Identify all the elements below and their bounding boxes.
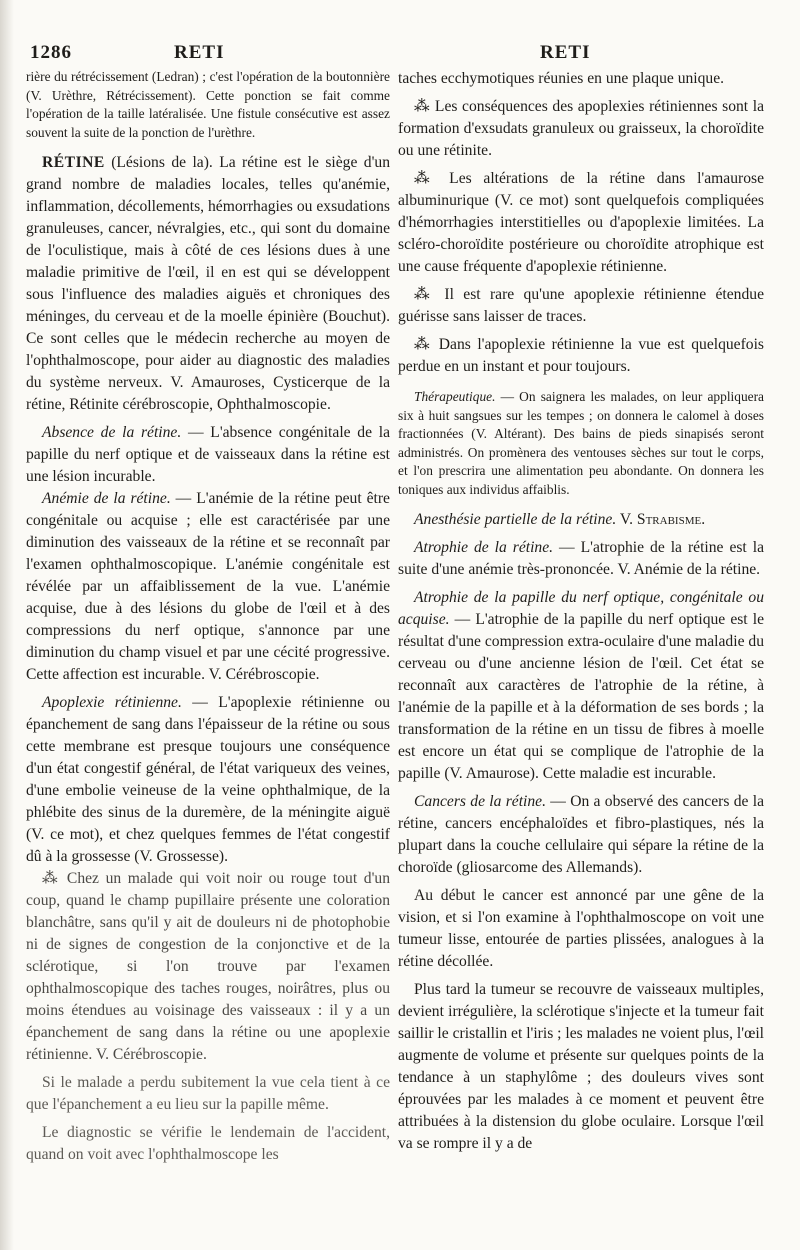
paragraph-papille: Si le malade a perdu subitement la vue cela tient à ce que l'épanchement a eu lieu sur la papille même. [26,1074,390,1113]
paragraph-consequences: ⁂ Les conséquences des apoplexies rétiniennes sont la formation d'exsudats granuleux ou graisseux, la choroïdite ou une rétinite. [398,98,764,159]
paragraph-cancers: Cancers de la rétine. — On a observé des cancers de la rétine, cancers encéphaloïdes et fibro-plastiques, nés la plupart dans la couche cellulaire qui sépare la rétine de la choroïde (gliosarcome des Allemands). [398,793,764,876]
paragraph-atrophie-papille: Atrophie de la papille du nerf optique, congénitale ou acquise. — L'atrophie de la papille du nerf optique est le résultat d'une compression extra-oculaire d'une maladie du cerveau ou d'une ancienne lésion de l'œil. Cet état se reconnaît aux caractères de l'atrophie de la rétine, à l'anémie de la papille et à la déformation de ses bords ; la transformation de la rétine en un tissu de fibres à moelle est encore un état qui se complique de l'atrophie de la papille (V. Amaurose). Cette maladie est incurable. [398,589,764,782]
paragraph-retine-intro: RÉTINE (Lésions de la). La rétine est le siège d'un grand nombre de maladies locales, telles qu'anémie, inflammation, décollements, hémorrhagies ou exsudations granuleuses, cancer, névralgies, etc., qui sont du domaine de l'oculistique, mais à côté de ces lésions dues à une maladie primitive de l'œil, il en est qui se développent sous l'influence des maladies aiguës et chroniques des méninges, du cerveau et de la moelle épinière (Bouchut). Ce sont celles que le médecin recherche au moyen de l'ophthalmoscope, pour aider au diagnostic des maladies du système nerveux. V. Amauroses, Cysticerque de la rétine, Rétinite cérébroscopie, Ophthalmoscopie. [26,154,390,413]
paragraph-alterations: ⁂ Les altérations de la rétine dans l'amaurose albuminurique (V. ce mot) sont quelquefois compliquées d'hémorrhagies interstitielles ou d'apoplexie limitées. La scléro-choroïdite postérieure ou choroïdite atrophique est une cause fréquente d'apoplexie rétinienne. [398,170,764,275]
paragraph-debut-cancer: Au début le cancer est annoncé par une gêne de la vision, et si l'on examine à l'ophthalmoscope on voit une tumeur lisse, entourée de parties plissées, analogues à la rétine décollée. [398,887,764,970]
paragraph-therapeutique: Thérapeutique. — On saignera les malades, on leur appliquera six à huit sangsues sur les tempes ; on donnera le calomel à doses fractionnées (V. Altérant). Des bains de pieds sinapisés seront administrés. On promènera des ventouses sèches sur tout le corps, et l'on prescrira une alimentation peu abondante. On donnera les toniques aux individus affaiblis. [398,389,764,497]
subheading-apoplexie: Apoplexie rétinienne. [42,694,182,711]
subheading-therapeutique: Thérapeutique. [414,389,496,404]
subheading-absence: Absence de la rétine. [42,424,182,441]
paragraph-retrecissement-end: rière du rétrécissement (Ledran) ; c'est l'opération de la boutonnière (V. Urèthre, Rétrécissement). Cette ponction se fait comme l'opération de la taille latéralisée. Une fistule consécutive est assez souvent la suite de la ponction de l'urèthre. [26,69,390,140]
right-column [398,68,764,1155]
paragraph-plus-tard: Plus tard la tumeur se recouvre de vaisseaux multiples, devient irrégulière, la sclérotique s'injecte et la tumeur fait saillir le cristallin et l'iris ; les malades ne voient plus, l'œil augmente de volume et présente sur quelques points de la tendance à un staphylôme ; des douleurs vives sont éprouvées par les malades à ce moment et peuvent être attribuées à la distension du globe oculaire. Lorsque l'œil va se rompre il y a de [398,981,764,1152]
page-edge-shadow [0,0,14,1250]
running-head-left: RETI [174,42,225,63]
page-number: 1286 [30,42,72,63]
subheading-cancers: Cancers de la rétine. [414,793,546,810]
paragraph-vue-perdue: ⁂ Dans l'apoplexie rétinienne la vue est quelquefois perdue en un instant et pour toujours. [398,336,764,375]
paragraph-rare: ⁂ Il est rare qu'une apoplexie rétinienne étendue guérisse sans laisser de traces. [398,286,764,325]
subheading-atrophie-retine: Atrophie de la rétine. [414,539,554,556]
subheading-anemie: Anémie de la rétine. [42,490,171,507]
subheading-anesthesie: Anesthésie partielle de la rétine. [414,511,617,528]
paragraph-diagnostic: Le diagnostic se vérifie le lendemain de l'accident, quand on voit avec l'ophthalmoscope les [26,1124,390,1163]
paragraph-atrophie-retine: Atrophie de la rétine. — L'atrophie de la rétine est la suite d'une anémie très-prononcée. V. Anémie de la rétine. [398,539,764,578]
paragraph-absence: Absence de la rétine. — L'absence congénitale de la papille du nerf optique et de vaisseaux dans la rétine est une lésion incurable. [26,424,390,485]
paragraph-apoplexie-signs: ⁂ Chez un malade qui voit noir ou rouge tout d'un coup, quand le champ pupillaire présente une coloration blanchâtre, sans qu'il y ait de douleurs ni de photophobie ni de signes de congestion de la conjonctive et de la sclérotique, si l'on trouve par l'examen ophthalmoscopique des taches rouges, noirâtres, plus ou moins étendues au voisinage des vaisseaux : il y a un épanchement de sang dans la rétine ou une apoplexie rétinienne. V. Cérébroscopie. [26,870,390,1063]
paragraph-apoplexie: Apoplexie rétinienne. — L'apoplexie rétinienne ou épanchement de sang dans l'épaisseur de la rétine ou sous cette membrane est presque toujours une conséquence d'un état congestif général, de l'état variqueux des veines, d'une embolie veineuse de la veine ophthalmique, de la phlébite des sinus de la duremère, de la méningite aiguë (V. ce mot), et chez quelques femmes de l'état congestif dû à la grossesse (V. Grossesse). [26,694,390,865]
running-head-right: RETI [540,42,591,63]
left-column [26,68,390,1166]
paragraph-taches: taches ecchymotiques réunies en une plaque unique. [398,70,725,87]
entry-heading-retine: RÉTINE [42,154,105,171]
paragraph-anesthesie: Anesthésie partielle de la rétine. V. Strabisme. [414,511,706,528]
subheading-atrophie-papille: Atrophie de la papille du nerf optique, congénitale ou acquise. [398,589,764,628]
paragraph-anemie: Anémie de la rétine. — L'anémie de la rétine peut être congénitale ou acquise ; elle est caractérisée par une diminution des vaisseaux de la rétine et se reconnaît par l'examen ophthalmoscopique. L'anémie congénitale est révélée par un affaiblissement de la vue. L'anémie acquise, due à des lésions du globe de l'œil et à des compressions du nerf optique, s'annonce par une diminution du champ visuel et par une cécité progressive. Cette affection est incurable. V. Cérébroscopie. [26,490,390,683]
